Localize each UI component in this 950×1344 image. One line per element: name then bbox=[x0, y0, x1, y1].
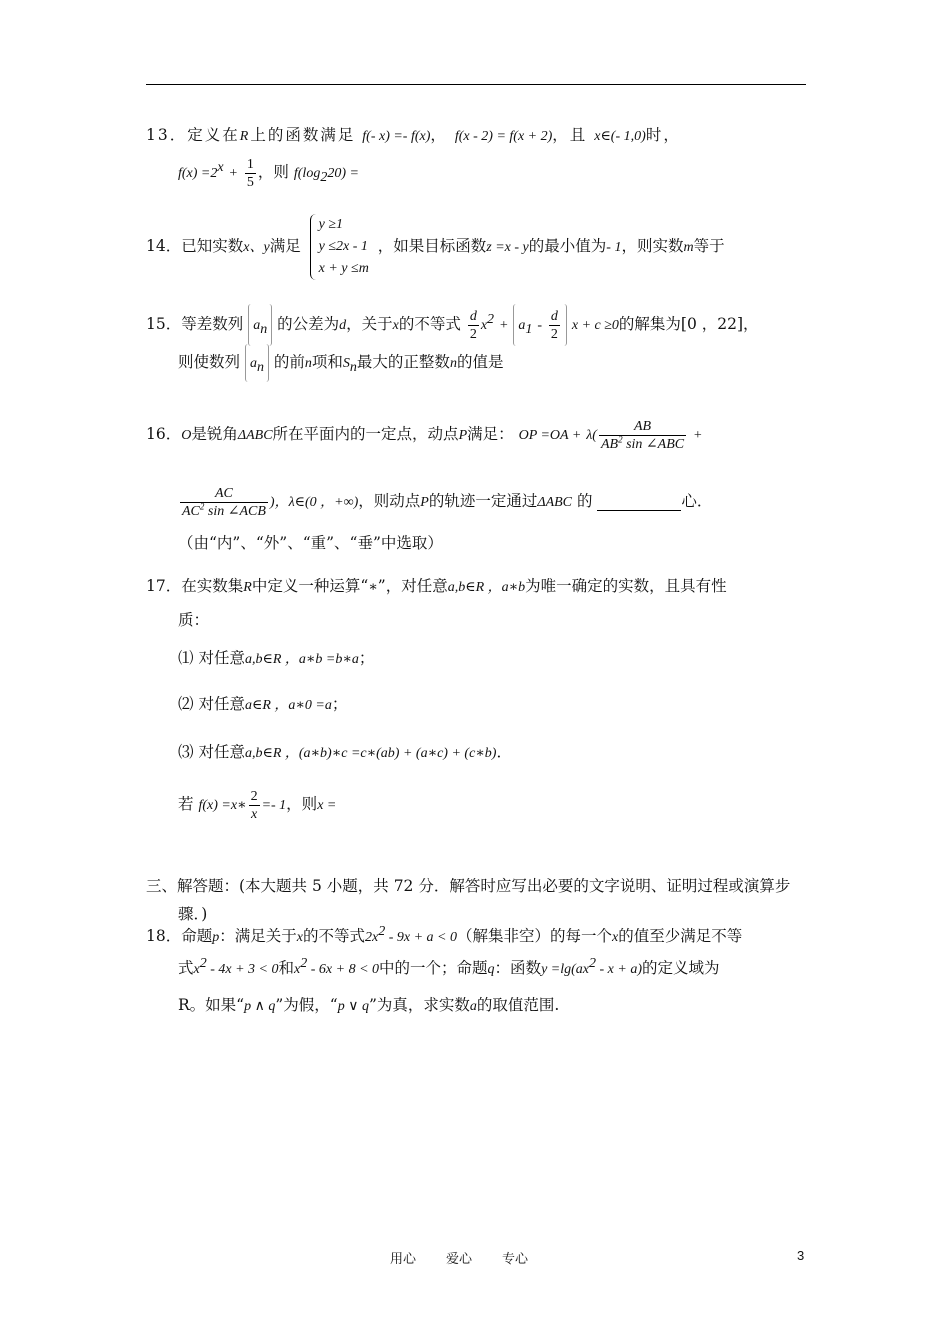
math: x bbox=[294, 962, 301, 977]
math: x bbox=[193, 962, 200, 977]
math: q bbox=[487, 962, 495, 977]
text: 式 bbox=[178, 959, 194, 977]
text: 对任意 bbox=[198, 649, 245, 667]
math: R bbox=[239, 129, 251, 144]
text: ”，对任意 bbox=[377, 577, 448, 595]
math: + bbox=[498, 318, 509, 333]
math-sup: 2 bbox=[199, 500, 205, 511]
text: 的不等式 bbox=[302, 927, 365, 945]
text: ． bbox=[496, 743, 512, 761]
text: 项和 bbox=[311, 353, 343, 371]
text: 最大的正整数 bbox=[356, 353, 450, 371]
math: a,b∈R ，(a∗b)∗c =c∗(ab) + (a∗c) + (c∗b) bbox=[244, 746, 497, 761]
question-number: 13． bbox=[146, 126, 188, 144]
question-number: 14． bbox=[146, 237, 182, 255]
math: ，λ∈(0 ，+∞) bbox=[274, 495, 359, 510]
text: 等于 bbox=[693, 237, 725, 255]
math: x∈(- 1,0) bbox=[594, 129, 646, 144]
math: sin ∠ACB bbox=[204, 503, 266, 519]
footer-word: 爱心 bbox=[446, 1252, 473, 1267]
page-footer bbox=[0, 1248, 950, 1268]
text: 所在平面内的一定点，动点 bbox=[272, 425, 459, 443]
text: 的公差为 bbox=[277, 315, 340, 333]
text: 已知实数 bbox=[181, 237, 244, 255]
fraction-numerator: AB bbox=[599, 418, 686, 436]
math: ) bbox=[269, 495, 275, 510]
inequality-system bbox=[310, 214, 369, 280]
math: 20) = bbox=[327, 166, 359, 181]
text: 为唯一确定的实数，且具有性 bbox=[525, 577, 727, 595]
math: x + c ≥0 bbox=[571, 318, 619, 333]
text: 的定义域为 bbox=[642, 959, 720, 977]
text: 满足： bbox=[467, 425, 514, 443]
fraction-denominator: x bbox=[250, 806, 258, 822]
math: + bbox=[693, 428, 703, 443]
math: R bbox=[243, 580, 252, 595]
math-sub: n bbox=[260, 322, 268, 338]
text: 的前 bbox=[273, 353, 305, 371]
fraction bbox=[468, 308, 479, 343]
text: ”为假，“ bbox=[275, 996, 338, 1014]
fraction-numerator: d bbox=[550, 308, 558, 324]
text: 等差数列 bbox=[181, 315, 244, 333]
math-sup: x bbox=[217, 159, 224, 175]
math: ΔABC bbox=[237, 428, 273, 443]
fraction-denominator: 5 bbox=[246, 174, 254, 190]
math-sup: 2 bbox=[589, 955, 596, 971]
text: 命题 bbox=[181, 927, 213, 945]
math: x = bbox=[317, 798, 337, 813]
math: f(log bbox=[293, 166, 321, 181]
math: P bbox=[420, 495, 429, 510]
hint-note: （由“内”、“外”、“重”、“垂”中选取） bbox=[178, 534, 443, 552]
math: y =lg(ax bbox=[541, 962, 589, 977]
text: 中的一个；命题 bbox=[379, 959, 488, 977]
math: p bbox=[212, 930, 220, 945]
text: ，则实数 bbox=[621, 237, 684, 255]
section-heading: 三、解答题：(本大题共 5 小题，共 72 分．解答时应写出必要的文字说明、证明过程或演算步 bbox=[146, 877, 791, 895]
math: - bbox=[537, 318, 542, 333]
math-sub: n bbox=[256, 360, 264, 376]
footer-motto bbox=[390, 1248, 558, 1267]
math: x bbox=[296, 930, 303, 945]
math: - 6x + 8 < 0 bbox=[307, 962, 380, 977]
text: ，如果目标函数 bbox=[377, 237, 487, 255]
text: ； bbox=[358, 649, 375, 667]
text: ，且 bbox=[552, 126, 588, 144]
fraction-numerator: 1 bbox=[246, 156, 254, 172]
math: f(x) =x∗ bbox=[198, 798, 247, 813]
math-sup: 2 bbox=[618, 433, 623, 444]
math: a bbox=[253, 318, 261, 333]
parenthesis bbox=[513, 304, 567, 346]
text: 在实数集 bbox=[181, 577, 244, 595]
math: m bbox=[683, 240, 694, 255]
math-sub: n bbox=[349, 360, 357, 376]
math: x bbox=[392, 318, 399, 333]
page-number: 3 bbox=[797, 1248, 805, 1263]
math: p ∨ q bbox=[337, 999, 369, 1014]
math: - 1 bbox=[606, 240, 622, 255]
section-heading: 骤．) bbox=[178, 905, 208, 923]
math: a bbox=[469, 999, 477, 1014]
fraction-numerator: AC bbox=[180, 485, 268, 503]
fraction-denominator: 2 bbox=[469, 326, 477, 342]
math: + bbox=[228, 166, 238, 181]
math: a∈R ，a∗0 =a bbox=[244, 698, 332, 713]
math: p ∧ q bbox=[244, 999, 276, 1014]
question-17 bbox=[146, 568, 810, 832]
text: R。如果“ bbox=[178, 996, 245, 1014]
list-marker: ⑴ bbox=[178, 649, 194, 667]
sequence-brace bbox=[245, 344, 269, 382]
system-line: y ≥1 bbox=[318, 217, 344, 232]
footer-word: 专心 bbox=[502, 1252, 529, 1267]
math: x、y bbox=[243, 240, 270, 255]
math: a bbox=[518, 318, 526, 333]
math: ΔABC bbox=[537, 495, 573, 510]
math: n bbox=[449, 356, 457, 371]
question-number: 18． bbox=[146, 927, 182, 945]
text: 的值至少满足不等 bbox=[618, 927, 743, 945]
math: λ( bbox=[586, 428, 597, 443]
math: sin ∠ABC bbox=[622, 436, 685, 452]
math: f(- x) =- f(x) bbox=[362, 129, 431, 144]
math-sup: 2 bbox=[300, 955, 308, 971]
math: d bbox=[339, 318, 347, 333]
text: 的值是 bbox=[456, 353, 504, 371]
math: x bbox=[612, 930, 619, 945]
text: ，关于 bbox=[346, 315, 393, 333]
math: ∗ bbox=[368, 580, 378, 595]
math: n bbox=[304, 356, 312, 371]
math: a bbox=[249, 356, 257, 371]
text: ，则动点 bbox=[358, 492, 421, 510]
fraction-numerator: 2 bbox=[250, 788, 258, 804]
fraction-denominator bbox=[599, 433, 686, 453]
math: 2x bbox=[365, 930, 379, 945]
text: 的不等式 bbox=[398, 315, 461, 333]
math: S bbox=[342, 356, 350, 371]
text: ， bbox=[430, 126, 448, 144]
math-sup: 2 bbox=[487, 311, 495, 327]
text: 的轨迹一定通过 bbox=[428, 492, 538, 510]
text: 上的函数满足 bbox=[250, 126, 356, 144]
system-line: x + y ≤m bbox=[318, 261, 369, 276]
text: 质： bbox=[178, 611, 210, 629]
math: a,b∈R ，a∗b bbox=[447, 580, 526, 595]
text: 的取值范围. bbox=[476, 996, 560, 1014]
math: =- 1 bbox=[261, 798, 287, 813]
question-15 bbox=[146, 304, 810, 380]
fraction bbox=[599, 418, 686, 453]
footer-word: 用心 bbox=[390, 1252, 417, 1267]
text: 时， bbox=[645, 126, 681, 144]
math-sup: 2 bbox=[199, 955, 207, 971]
sequence-brace bbox=[248, 304, 272, 346]
question-number: 15． bbox=[146, 315, 182, 333]
text: 的解集为[0 ，22]， bbox=[618, 315, 759, 333]
answer-blank bbox=[597, 494, 681, 511]
question-number: 16． bbox=[146, 425, 182, 443]
text: ，则 bbox=[257, 163, 289, 181]
text: 对任意 bbox=[198, 695, 245, 713]
question-14 bbox=[146, 208, 810, 284]
math: OP =OA + bbox=[518, 428, 582, 443]
math: - 4x + 3 < 0 bbox=[206, 962, 279, 977]
system-line: y ≤2x - 1 bbox=[318, 239, 368, 254]
text: 则使数列 bbox=[178, 353, 241, 371]
math: O bbox=[181, 428, 192, 443]
text: 和 bbox=[278, 959, 295, 977]
math: - 9x + a < 0 bbox=[385, 930, 457, 945]
section-answer-questions bbox=[146, 872, 810, 928]
text: 心． bbox=[681, 492, 713, 510]
math: AC bbox=[182, 503, 200, 519]
math: f(x) =2 bbox=[178, 166, 218, 181]
text: 是锐角 bbox=[191, 425, 238, 443]
fraction-numerator: d bbox=[469, 308, 477, 324]
math-sub: 1 bbox=[525, 322, 533, 338]
fraction bbox=[245, 156, 256, 191]
fraction bbox=[549, 308, 560, 343]
header-rule bbox=[146, 84, 806, 85]
text: 对任意 bbox=[198, 743, 245, 761]
question-13 bbox=[146, 120, 810, 194]
list-marker: ⑵ bbox=[178, 695, 194, 713]
text: ； bbox=[331, 695, 348, 713]
fraction-denominator bbox=[180, 500, 268, 520]
text: 的 bbox=[576, 492, 593, 510]
fraction bbox=[249, 788, 260, 823]
text: 满足 bbox=[269, 237, 301, 255]
text: 的最小值为 bbox=[528, 237, 607, 255]
text: 若 bbox=[178, 795, 194, 813]
question-16 bbox=[146, 408, 810, 556]
math: AB bbox=[600, 436, 619, 452]
math-sub: 2 bbox=[320, 170, 328, 186]
list-marker: ⑶ bbox=[178, 743, 194, 761]
math: a,b∈R ，a∗b =b∗a bbox=[244, 652, 359, 667]
math: x bbox=[480, 318, 488, 333]
math-sup: 2 bbox=[378, 923, 386, 939]
text: 定义在 bbox=[187, 126, 240, 144]
text: ”为真，求实数 bbox=[368, 996, 470, 1014]
math: z =x - y bbox=[486, 240, 529, 255]
question-18 bbox=[146, 922, 810, 1024]
math: P bbox=[458, 428, 468, 443]
text: （解集非空）的每一个 bbox=[457, 927, 613, 945]
math: - x + a) bbox=[596, 962, 642, 977]
question-number: 17． bbox=[146, 577, 182, 595]
fraction bbox=[180, 485, 268, 520]
fraction-denominator: 2 bbox=[550, 326, 558, 342]
math: f(x - 2) = f(x + 2) bbox=[454, 129, 553, 144]
text: ：满足关于 bbox=[219, 927, 297, 945]
text: 中定义一种运算“ bbox=[251, 577, 369, 595]
text: ，则 bbox=[286, 795, 318, 813]
text: ：函数 bbox=[494, 959, 542, 977]
